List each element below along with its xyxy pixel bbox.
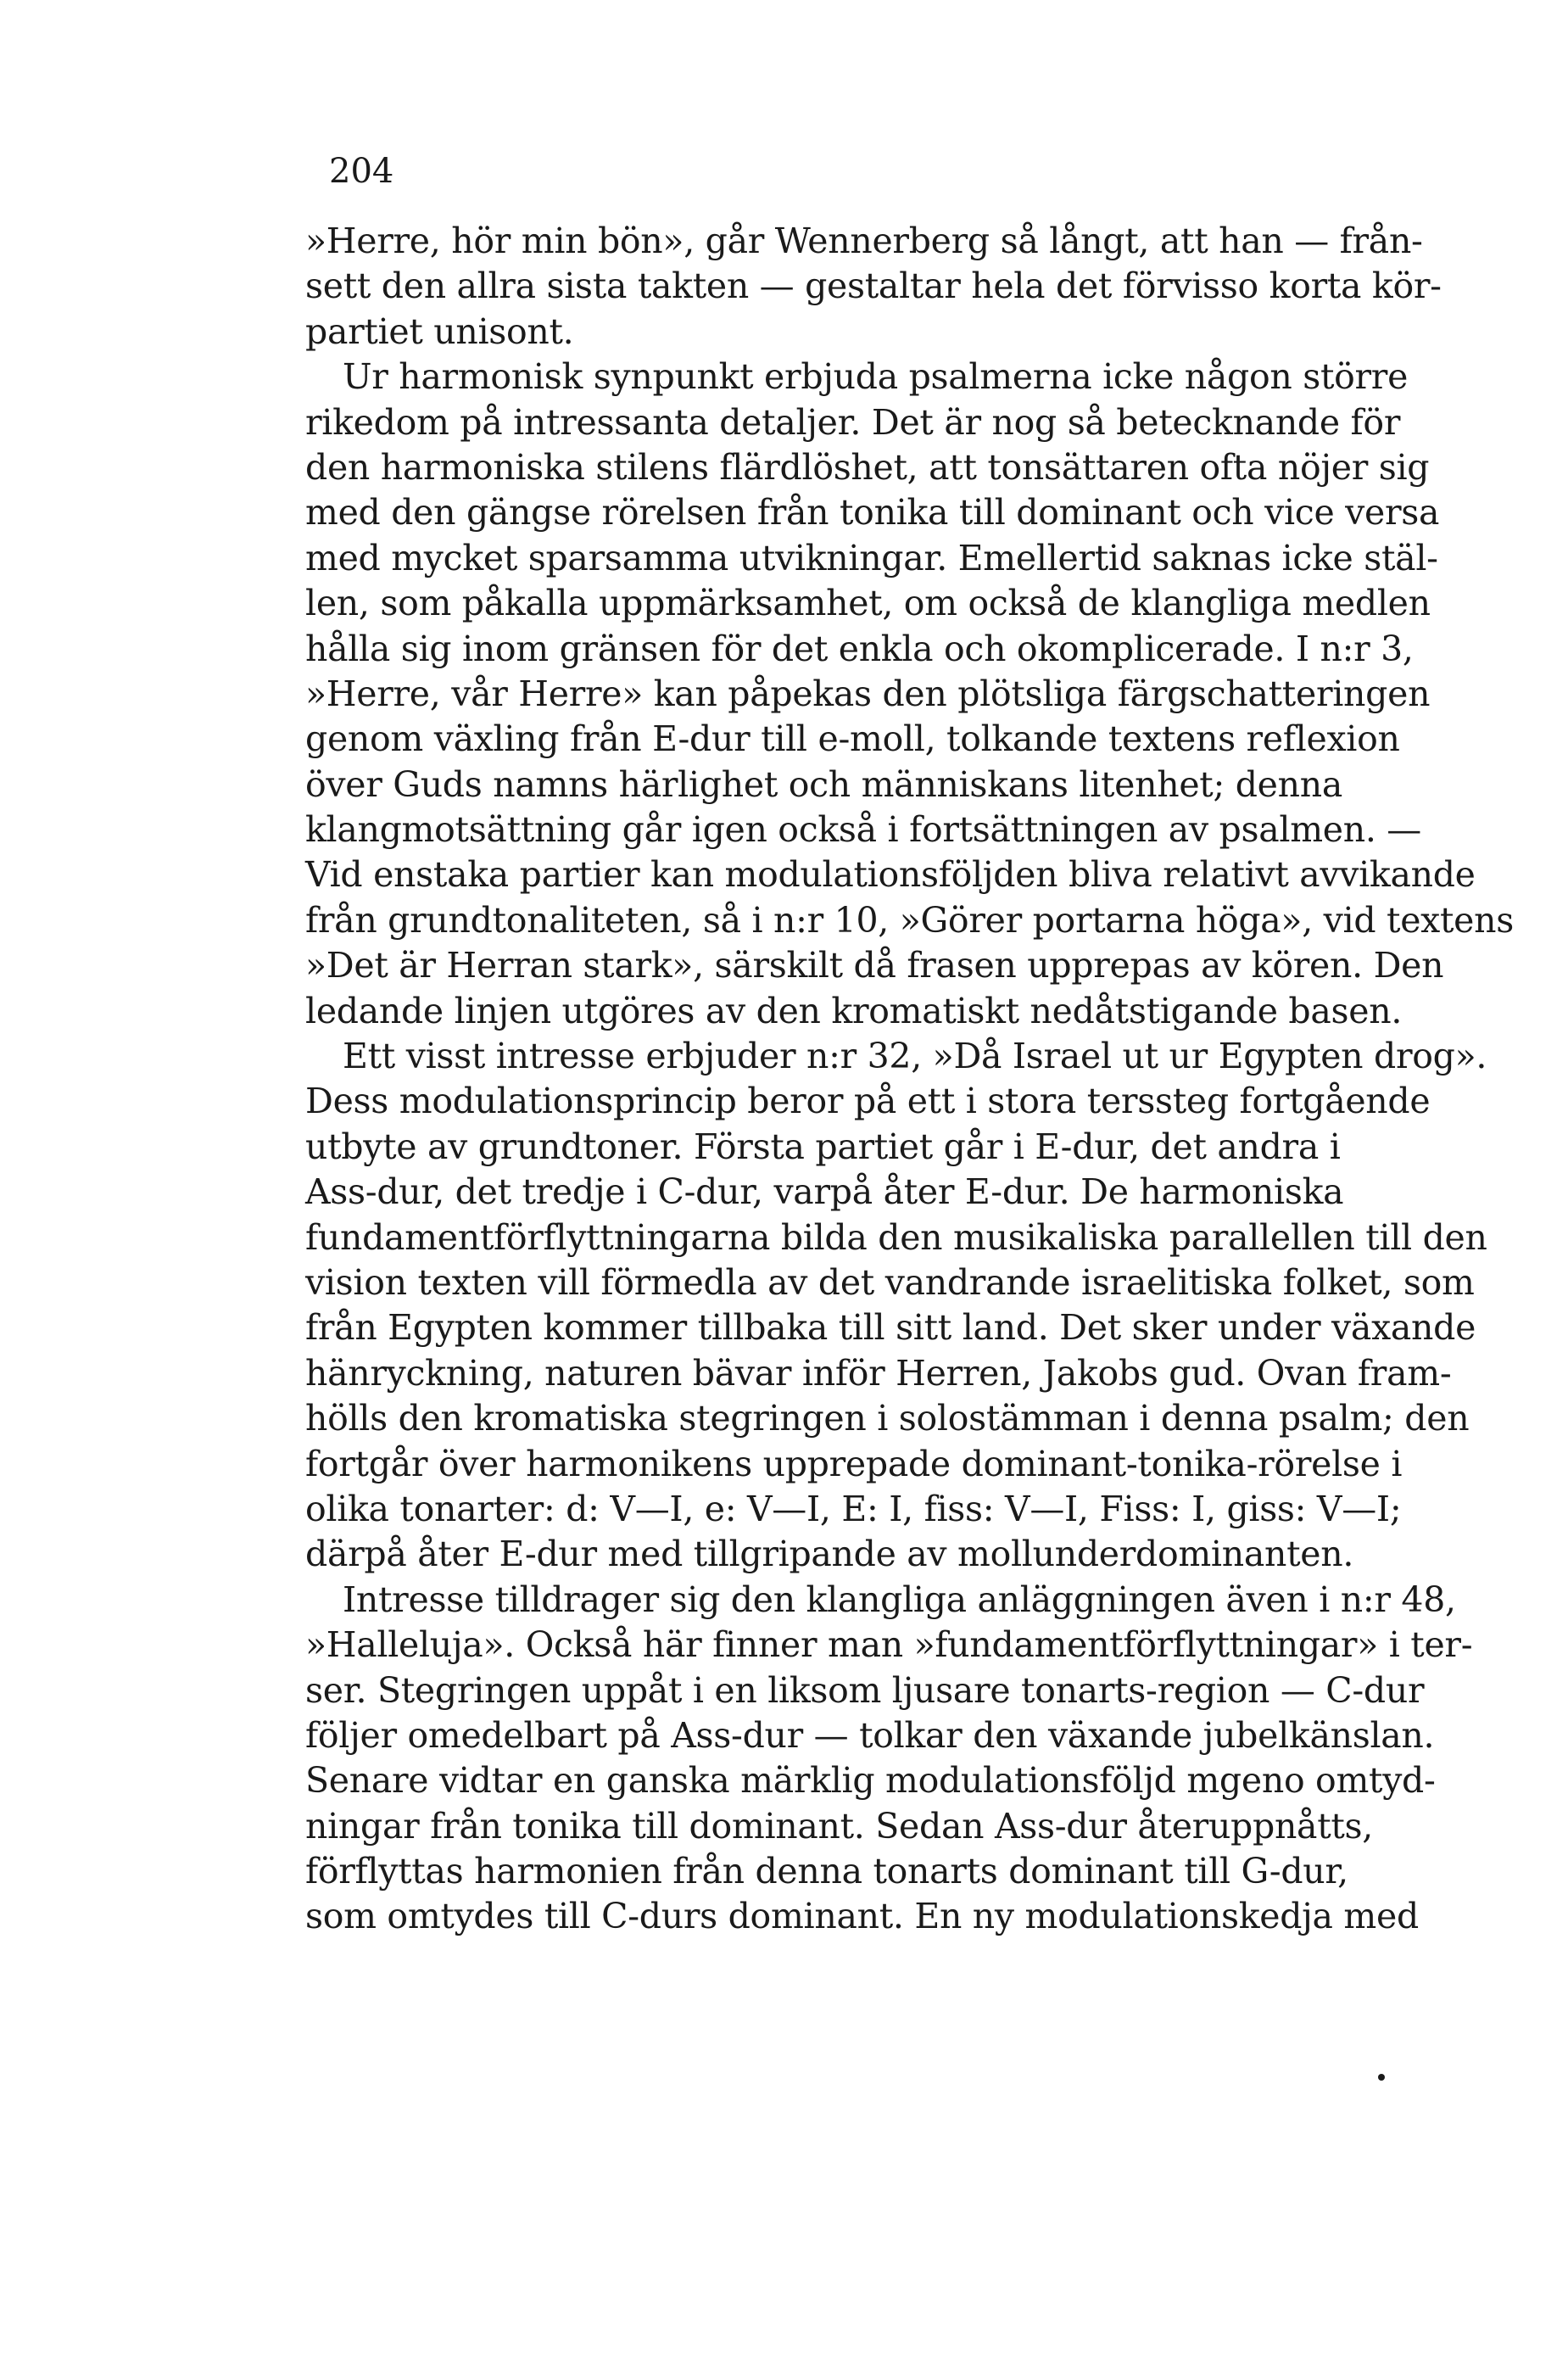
- text-line: vision texten vill förmedla av det vandrande israelitiska folket, som: [305, 1261, 1475, 1303]
- text-line: klangmotsättning går igen också i fortsättningen av psalmen. —: [305, 809, 1422, 851]
- page-number: 204: [329, 152, 394, 191]
- text-line: Dess modulationsprincip beror på ett i stora terssteg fortgående: [305, 1081, 1431, 1122]
- text-line: över Guds namns härlighet och människans litenhet; denna: [305, 763, 1342, 805]
- text-line: som omtydes till C-durs dominant. En ny modulationskedja med: [305, 1896, 1419, 1937]
- text-line: Ett visst intresse erbjuder n:r 32, »Då Israel ut ur Egypten drog».: [343, 1036, 1487, 1077]
- text-line: fundamentförflyttningarna bilda den musikaliska parallellen till den: [305, 1216, 1487, 1258]
- text-line: därpå åter E-dur med tillgripande av mollunderdominanten.: [305, 1534, 1354, 1575]
- text-line: »Halleluja». Också här finner man »fundamentförflyttningar» i ter-: [305, 1624, 1473, 1666]
- text-line: förflyttas harmonien från denna tonarts dominant till G-dur,: [305, 1851, 1348, 1892]
- text-line: olika tonarter: d: V—I, e: V—I, E: I, fiss: V—I, Fiss: I, giss: V—I;: [305, 1488, 1402, 1529]
- text-line: från Egypten kommer tillbaka till sitt land. Det sker under växande: [305, 1307, 1476, 1349]
- text-line: hålla sig inom gränsen för det enkla och okomplicerade. I n:r 3,: [305, 628, 1414, 669]
- text-line: sett den allra sista takten — gestaltar hela det förvisso korta kör-: [305, 265, 1442, 307]
- text-line: len, som påkalla uppmärksamhet, om också de klangliga medlen: [305, 583, 1431, 624]
- text-line: ser. Stegringen uppåt i en liksom ljusare tonarts-region — C-dur: [305, 1669, 1425, 1711]
- text-line: genom växling från E-dur till e-moll, tolkande textens reflexion: [305, 718, 1400, 760]
- text-line: Ass-dur, det tredje i C-dur, varpå åter E-dur. De harmoniska: [305, 1171, 1344, 1213]
- text-line: Vid enstaka partier kan modulationsföljden bliva relativt avvikande: [305, 854, 1476, 896]
- text-line: »Herre, vår Herre» kan påpekas den plötsliga färgschatteringen: [305, 673, 1431, 714]
- text-line: rikedom på intressanta detaljer. Det är nog så betecknande för: [305, 401, 1401, 443]
- text-line: Intresse tilldrager sig den klangliga anläggningen även i n:r 48,: [343, 1579, 1456, 1620]
- text-line: från grundtonaliteten, så i n:r 10, »Görer portarna höga», vid textens: [305, 899, 1514, 941]
- text-line: den harmoniska stilens flärdlöshet, att tonsättaren ofta nöjer sig: [305, 446, 1430, 488]
- text-line: hölls den kromatiska stegringen i solostämman i denna psalm; den: [305, 1398, 1470, 1439]
- text-line: Ur harmonisk synpunkt erbjuda psalmerna icke någon större: [343, 356, 1409, 398]
- ink-dot: [1378, 2074, 1385, 2081]
- text-line: partiet unisont.: [305, 310, 574, 352]
- text-line: följer omedelbart på Ass-dur — tolkar den växande jubelkänslan.: [305, 1714, 1435, 1756]
- text-line: »Herre, hör min bön», går Wennerberg så långt, att han — från-: [305, 221, 1423, 261]
- text-line: med mycket sparsamma utvikningar. Emellertid saknas icke stäl-: [305, 537, 1438, 578]
- text-line: fortgår över harmonikens upprepade dominant-tonika-rörelse i: [305, 1443, 1403, 1484]
- text-line: »Det är Herran stark», särskilt då frasen upprepas av kören. Den: [305, 945, 1444, 986]
- text-line: ningar från tonika till dominant. Sedan Ass-dur återuppnåtts,: [305, 1805, 1374, 1847]
- text-line: hänryckning, naturen bävar inför Herren, Jakobs gud. Ovan fram-: [305, 1352, 1452, 1394]
- text-line: med den gängse rörelsen från tonika till dominant och vice versa: [305, 492, 1440, 534]
- text-line: ledande linjen utgöres av den kromatiskt nedåtstigande basen.: [305, 990, 1403, 1031]
- body-text: [305, 219, 1514, 1940]
- text-line: utbyte av grundtoner. Första partiet går i E-dur, det andra i: [305, 1126, 1341, 1167]
- text-line: Senare vidtar en ganska märklig modulationsföljd mgeno omtyd-: [305, 1760, 1436, 1802]
